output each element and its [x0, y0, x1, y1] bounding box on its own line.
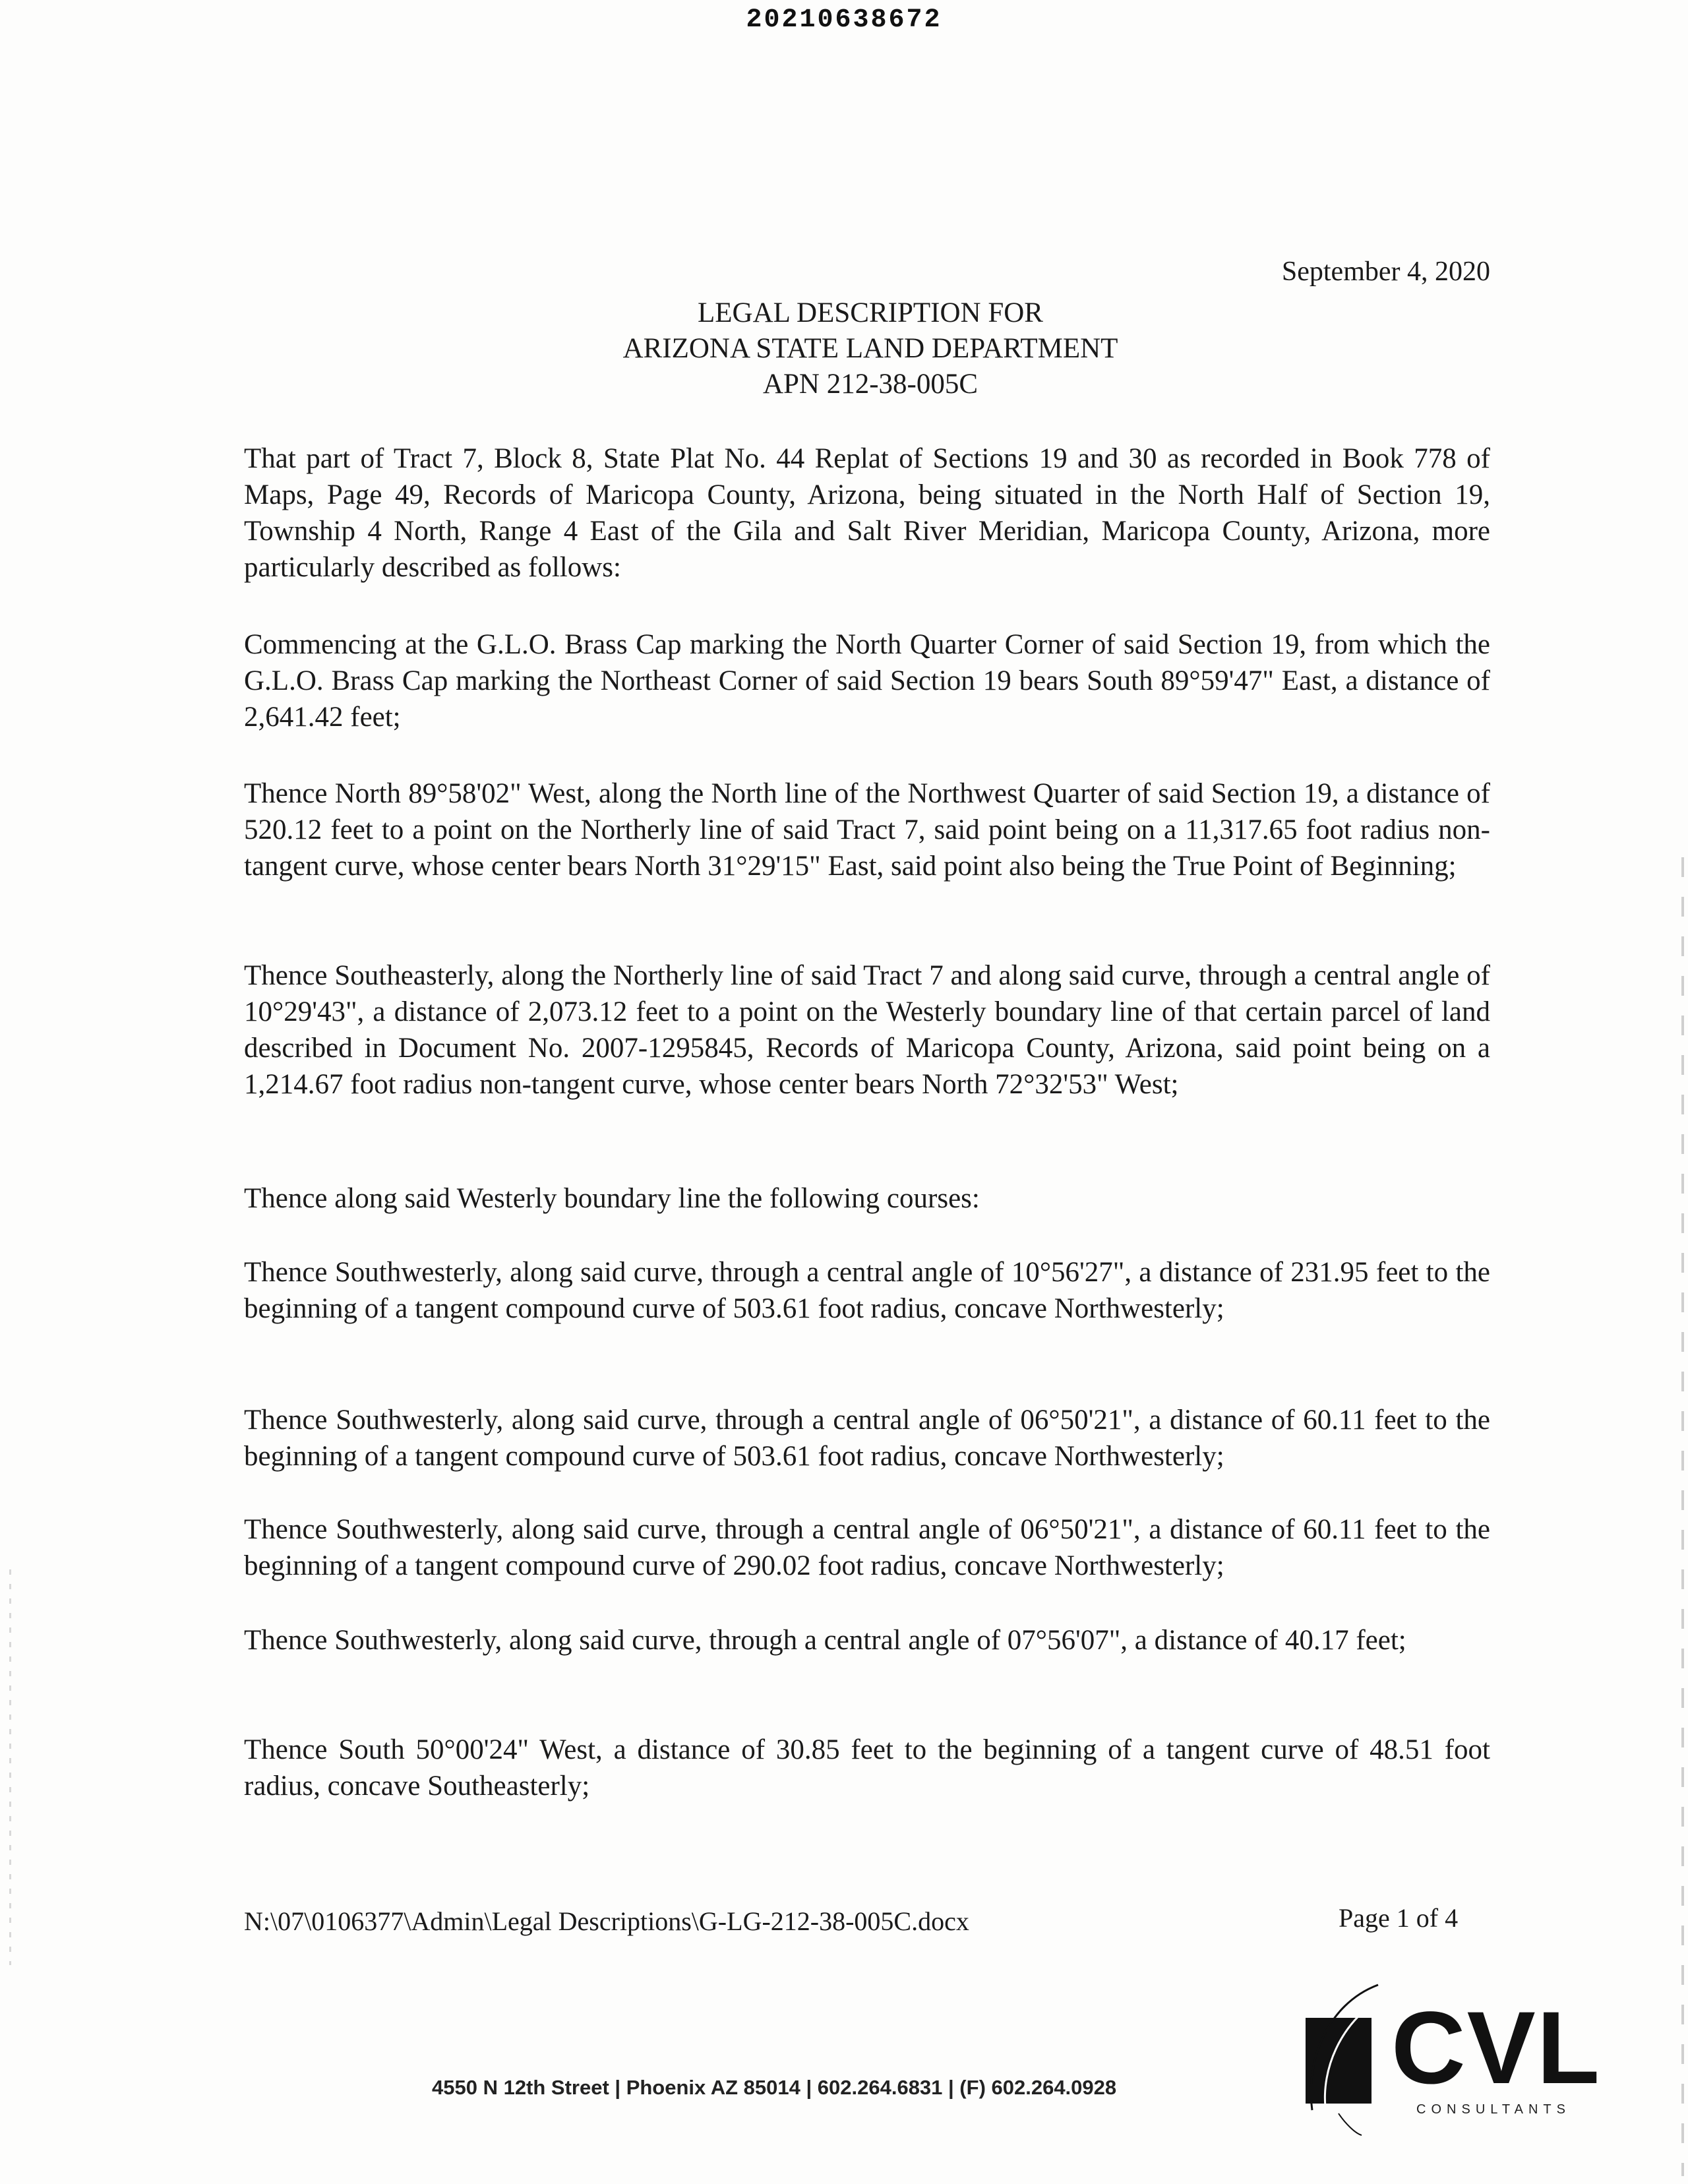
scan-edge-mark [9, 1569, 11, 1965]
document-date: September 4, 2020 [1281, 257, 1490, 287]
document-title [462, 295, 1279, 402]
paragraph-intro: That part of Tract 7, Block 8, State Plat No. 44 Replat of Sections 19 and 30 as recorded in Book 778 of Maps, Page 49, Records of Maricopa County, Arizona, being situated in the North Half of Section 19, Township 4 North, Range 4 East of the Gila and Salt River Meridian, Maricopa County, Arizona, more particularly described as follows: [244, 443, 1490, 583]
recording-number: 20210638672 [746, 5, 942, 35]
paragraph-course: Thence along said Westerly boundary line the following courses: [244, 1183, 980, 1214]
page-number: Page 1 of 4 [1339, 1903, 1459, 1933]
logo-mark-icon [1299, 1978, 1391, 2137]
logo-text: CVL [1391, 1991, 1601, 2106]
paragraph-course: Thence Southwesterly, along said curve, through a central angle of 10°56'27", a distance of 231.95 feet to the beginning of a tangent compound curve of 503.61 foot radius, concave Northwesterly; [244, 1257, 1490, 1324]
paragraph-commencing: Commencing at the G.L.O. Brass Cap marking the North Quarter Corner of said Section 19, from which the G.L.O. Brass Cap marking the Northeast Corner of said Section 19 bears South 89°59'47" East, a distance of 2,641.42 feet; [244, 629, 1490, 733]
cvl-logo [1299, 1978, 1601, 2137]
scan-edge-mark [1681, 857, 1684, 2176]
file-path: N:\07\0106377\Admin\Legal Descriptions\G-LG-212-38-005C.docx [244, 1906, 969, 1936]
paragraph-course: Thence Southwesterly, along said curve, through a central angle of 06°50'21", a distance of 60.11 feet to the beginning of a tangent compound curve of 290.02 foot radius, concave Northwesterly; [244, 1514, 1490, 1581]
title-line: APN 212-38-005C [762, 369, 979, 400]
title-line: ARIZONA STATE LAND DEPARTMENT [622, 333, 1118, 364]
paragraph-course: Thence Southwesterly, along said curve, through a central angle of 06°50'21", a distance of 60.11 feet to the beginning of a tangent compound curve of 503.61 foot radius, concave Northwesterly; [244, 1405, 1490, 1472]
company-address: 4550 N 12th Street | Phoenix AZ 85014 | 602.264.6831 | (F) 602.264.0928 [432, 2076, 1117, 2099]
paragraph-course: Thence Southwesterly, along said curve, through a central angle of 07°56'07", a distance of 40.17 feet; [244, 1625, 1406, 1656]
paragraph-course: Thence Southeasterly, along the Northerly line of said Tract 7 and along said curve, through a central angle of 10°29'43", a distance of 2,073.12 feet to a point on the Westerly boundary line of that certain parcel of land described in Document No. 2007-1295845, Records of Maricopa County, Arizona, said point being on a 1,214.67 foot radius non-tangent curve, whose center bears North 72°32'53" West; [244, 960, 1490, 1100]
paragraph-course: Thence South 50°00'24" West, a distance of 30.85 feet to the beginning of a tangent curve of 48.51 foot radius, concave Southeasterly; [244, 1734, 1490, 1802]
title-line: LEGAL DESCRIPTION FOR [698, 297, 1043, 328]
logo-subtext: CONSULTANTS [1416, 2102, 1571, 2117]
paragraph-course: Thence North 89°58'02" West, along the North line of the Northwest Quarter of said Section 19, a distance of 520.12 feet to a point on the Northerly line of said Tract 7, said point being on a 11,317.65 foot radius non-tangent curve, whose center bears North 31°29'15" East, said point also being the True Point of Beginning; [244, 778, 1490, 882]
